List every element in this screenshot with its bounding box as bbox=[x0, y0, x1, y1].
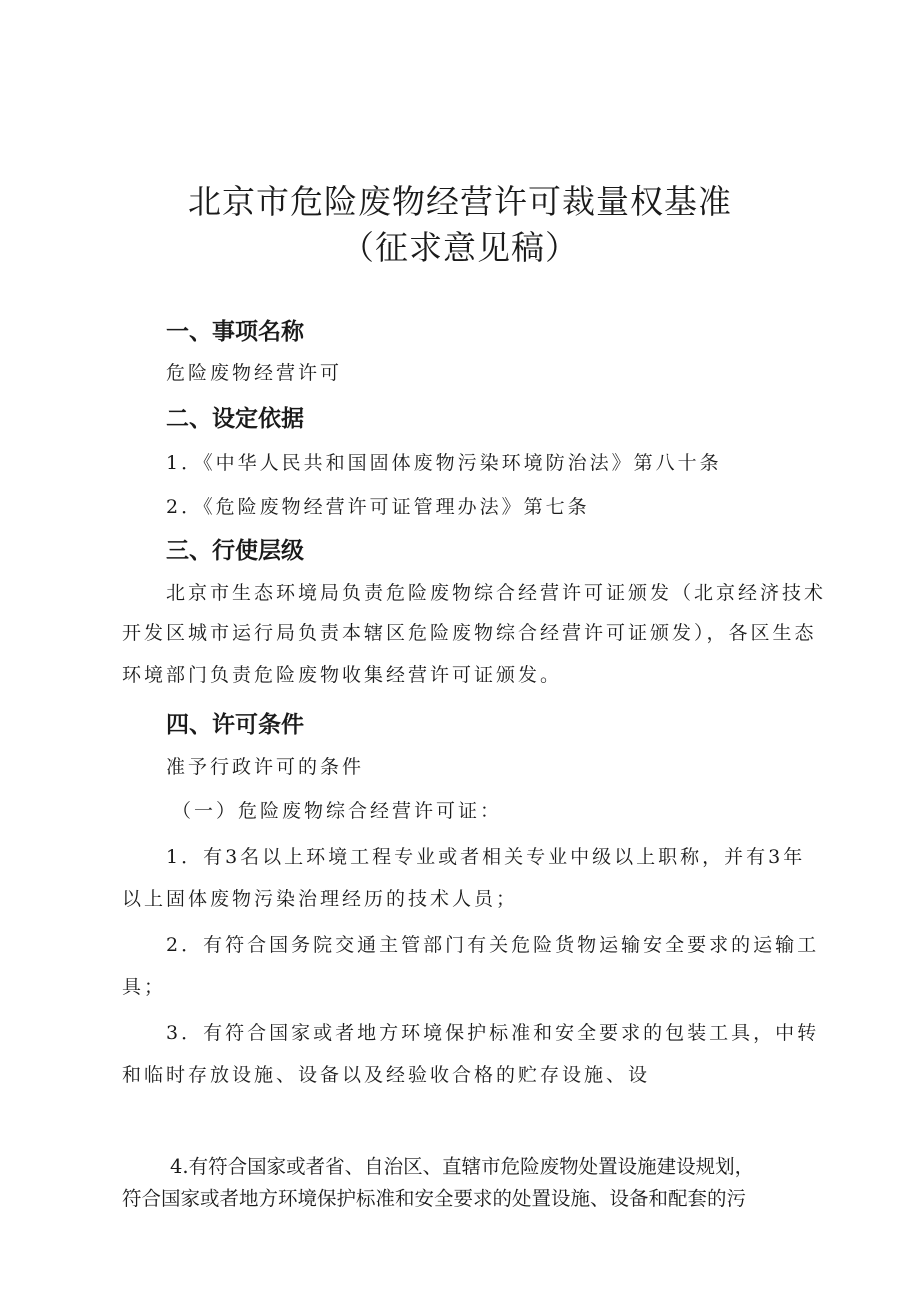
paragraph-line: 2．有符合国务院交通主管部门有关危险货物运输安全要求的运输工 bbox=[166, 934, 820, 956]
paragraph-line: 符合国家或者地方环境保护标准和安全要求的处置设施、设备和配套的污 bbox=[122, 1187, 747, 1210]
section-heading-legal-basis: 二、设定依据 bbox=[166, 406, 304, 432]
paragraph-line: 4.有符合国家或者省、自治区、直辖市危险废物处置设施建设规划， bbox=[170, 1155, 755, 1178]
paragraph-line: 1．有3名以上环境工程专业或者相关专业中级以上职称，并有3年 bbox=[166, 846, 806, 868]
paragraph-line: 开发区城市运行局负责本辖区危险废物综合经营许可证颁发），各区生态 bbox=[122, 622, 817, 644]
document-subtitle: （征求意见稿） bbox=[341, 228, 579, 267]
paragraph-line: 2．《危险废物经营许可证管理办法》第七条 bbox=[166, 496, 590, 518]
section-heading-permit-conditions: 四、许可条件 bbox=[166, 712, 304, 738]
paragraph-line: 环境部门负责危险废物收集经营许可证颁发。 bbox=[122, 664, 563, 686]
section-heading-jurisdiction-level: 三、行使层级 bbox=[166, 538, 304, 564]
paragraph-line: 具； bbox=[122, 976, 167, 998]
document-title: 北京市危险废物经营许可裁量权基准 bbox=[188, 182, 732, 221]
paragraph-line: 危险废物经营许可 bbox=[166, 362, 343, 384]
paragraph-line: 1．《中华人民共和国固体废物污染环境防治法》第八十条 bbox=[166, 452, 722, 474]
paragraph-line: 准予行政许可的条件 bbox=[166, 756, 365, 778]
paragraph-line: 和临时存放设施、设备以及经验收合格的贮存设施、设 bbox=[122, 1064, 651, 1086]
paragraph-line: （一）危险废物综合经营许可证： bbox=[172, 800, 503, 822]
section-heading-item-name: 一、事项名称 bbox=[166, 319, 304, 345]
paragraph-line: 3．有符合国家或者地方环境保护标准和安全要求的包装工具，中转 bbox=[166, 1022, 820, 1044]
paragraph-line: 北京市生态环境局负责危险废物综合经营许可证颁发（北京经济技术 bbox=[166, 582, 827, 604]
paragraph-line: 以上固体废物污染治理经历的技术人员； bbox=[122, 888, 519, 910]
